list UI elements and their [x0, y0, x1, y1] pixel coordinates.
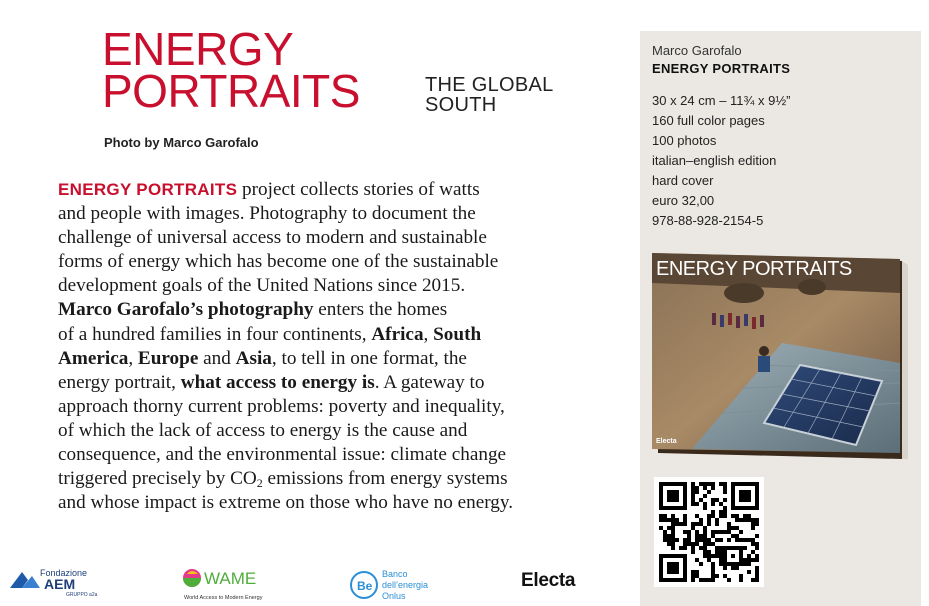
qr-code[interactable] — [654, 477, 764, 587]
spec-size: 30 x 24 cm – 11¾ x 9½” — [652, 93, 791, 108]
body-line: development goals of the United Nations since 2015. — [58, 275, 466, 297]
book-cover-publisher: Electa — [656, 438, 677, 445]
body-line — [58, 298, 618, 322]
electa-logo: Electa — [521, 570, 576, 591]
body-line — [58, 178, 618, 202]
body-text: , — [128, 347, 138, 369]
body-text: project collects stories of watts — [237, 179, 480, 200]
body-text: enters the homes — [313, 299, 448, 321]
banco-energia-logo — [350, 566, 450, 604]
body-bold: Europe — [137, 347, 199, 369]
book-specs — [652, 91, 791, 231]
subtitle-line-2: SOUTH — [425, 94, 497, 116]
body-line: challenge of universal access to modern and sustainable — [58, 227, 487, 249]
body-text: of a hundred families in four continents, — [58, 323, 372, 345]
body-line: and whose impact is extreme on those who have no energy. — [58, 492, 514, 514]
subtitle — [425, 75, 554, 115]
body-text: triggered precisely by CO — [58, 468, 257, 490]
body-text: , — [423, 323, 434, 345]
body-line: forms of energy which has become one of the sustainable — [58, 251, 499, 273]
body-bold: Asia — [235, 347, 272, 369]
wame-tagline: World Access to Modern Energy — [184, 595, 263, 601]
spec-price: euro 32,00 — [652, 193, 715, 208]
main-title — [102, 23, 360, 117]
body-text: emissions from energy systems — [262, 468, 508, 490]
title-line-1: ENERGY — [102, 23, 294, 75]
project-name: ENERGY PORTRAITS — [58, 180, 238, 199]
aem-label: AEM — [44, 576, 76, 592]
body-text: and — [198, 347, 236, 369]
book-cover-image — [652, 253, 910, 463]
fondazione-aem-logo — [10, 566, 112, 598]
spec-photos: 100 photos — [652, 133, 717, 148]
body-bold: South — [433, 323, 482, 345]
fondazione-label: Fondazione — [40, 568, 88, 578]
body-bold: Africa — [371, 323, 424, 345]
body-bold: Marco Garofalo’s photography — [58, 299, 314, 321]
body-line: approach thorny current problems: poverty and inequality, — [58, 395, 505, 417]
photo-credit: Photo by Marco Garofalo — [104, 135, 259, 150]
body-bold: America — [58, 347, 129, 369]
body-text: , to tell in one format, the — [271, 347, 467, 369]
book-cover-title: ENERGY PORTRAITS — [656, 258, 852, 280]
wame-logo — [182, 566, 282, 604]
spec-binding: hard cover — [652, 173, 714, 188]
body-line: and people with images. Photography to document the — [58, 203, 476, 225]
sidebar-author: Marco Garofalo — [652, 43, 742, 58]
sidebar-book-title: ENERGY PORTRAITS — [652, 61, 791, 76]
title-line-2: PORTRAITS — [102, 65, 360, 117]
body-line: consequence, and the environmental issue: climate change — [58, 444, 507, 466]
banco-label-3: Onlus — [382, 591, 406, 601]
spec-isbn: 978-88-928-2154-5 — [652, 213, 764, 228]
book-info-sidebar — [640, 31, 921, 606]
body-line — [58, 323, 618, 347]
spec-pages: 160 full color pages — [652, 113, 765, 128]
body-line: of which the lack of access to energy is the cause and — [58, 419, 468, 441]
body-line — [58, 347, 618, 371]
svg-text:Be: Be — [357, 579, 373, 593]
banco-label-2: dell’energia — [382, 580, 429, 590]
body-line — [58, 467, 618, 491]
gruppo-label: GRUPPO a2a — [66, 592, 98, 598]
banco-label-1: Banco — [382, 569, 408, 579]
subtitle-line-1: THE GLOBAL — [425, 74, 554, 96]
body-bold: what access to energy is — [180, 371, 375, 393]
subscript: 2 — [256, 476, 263, 491]
wame-label: WAME — [204, 569, 257, 588]
body-text: energy portrait, — [58, 371, 181, 393]
spec-edition: italian–english edition — [652, 153, 777, 168]
body-text: . A gateway to — [374, 371, 485, 393]
description-text — [58, 178, 618, 515]
body-line — [58, 371, 618, 395]
